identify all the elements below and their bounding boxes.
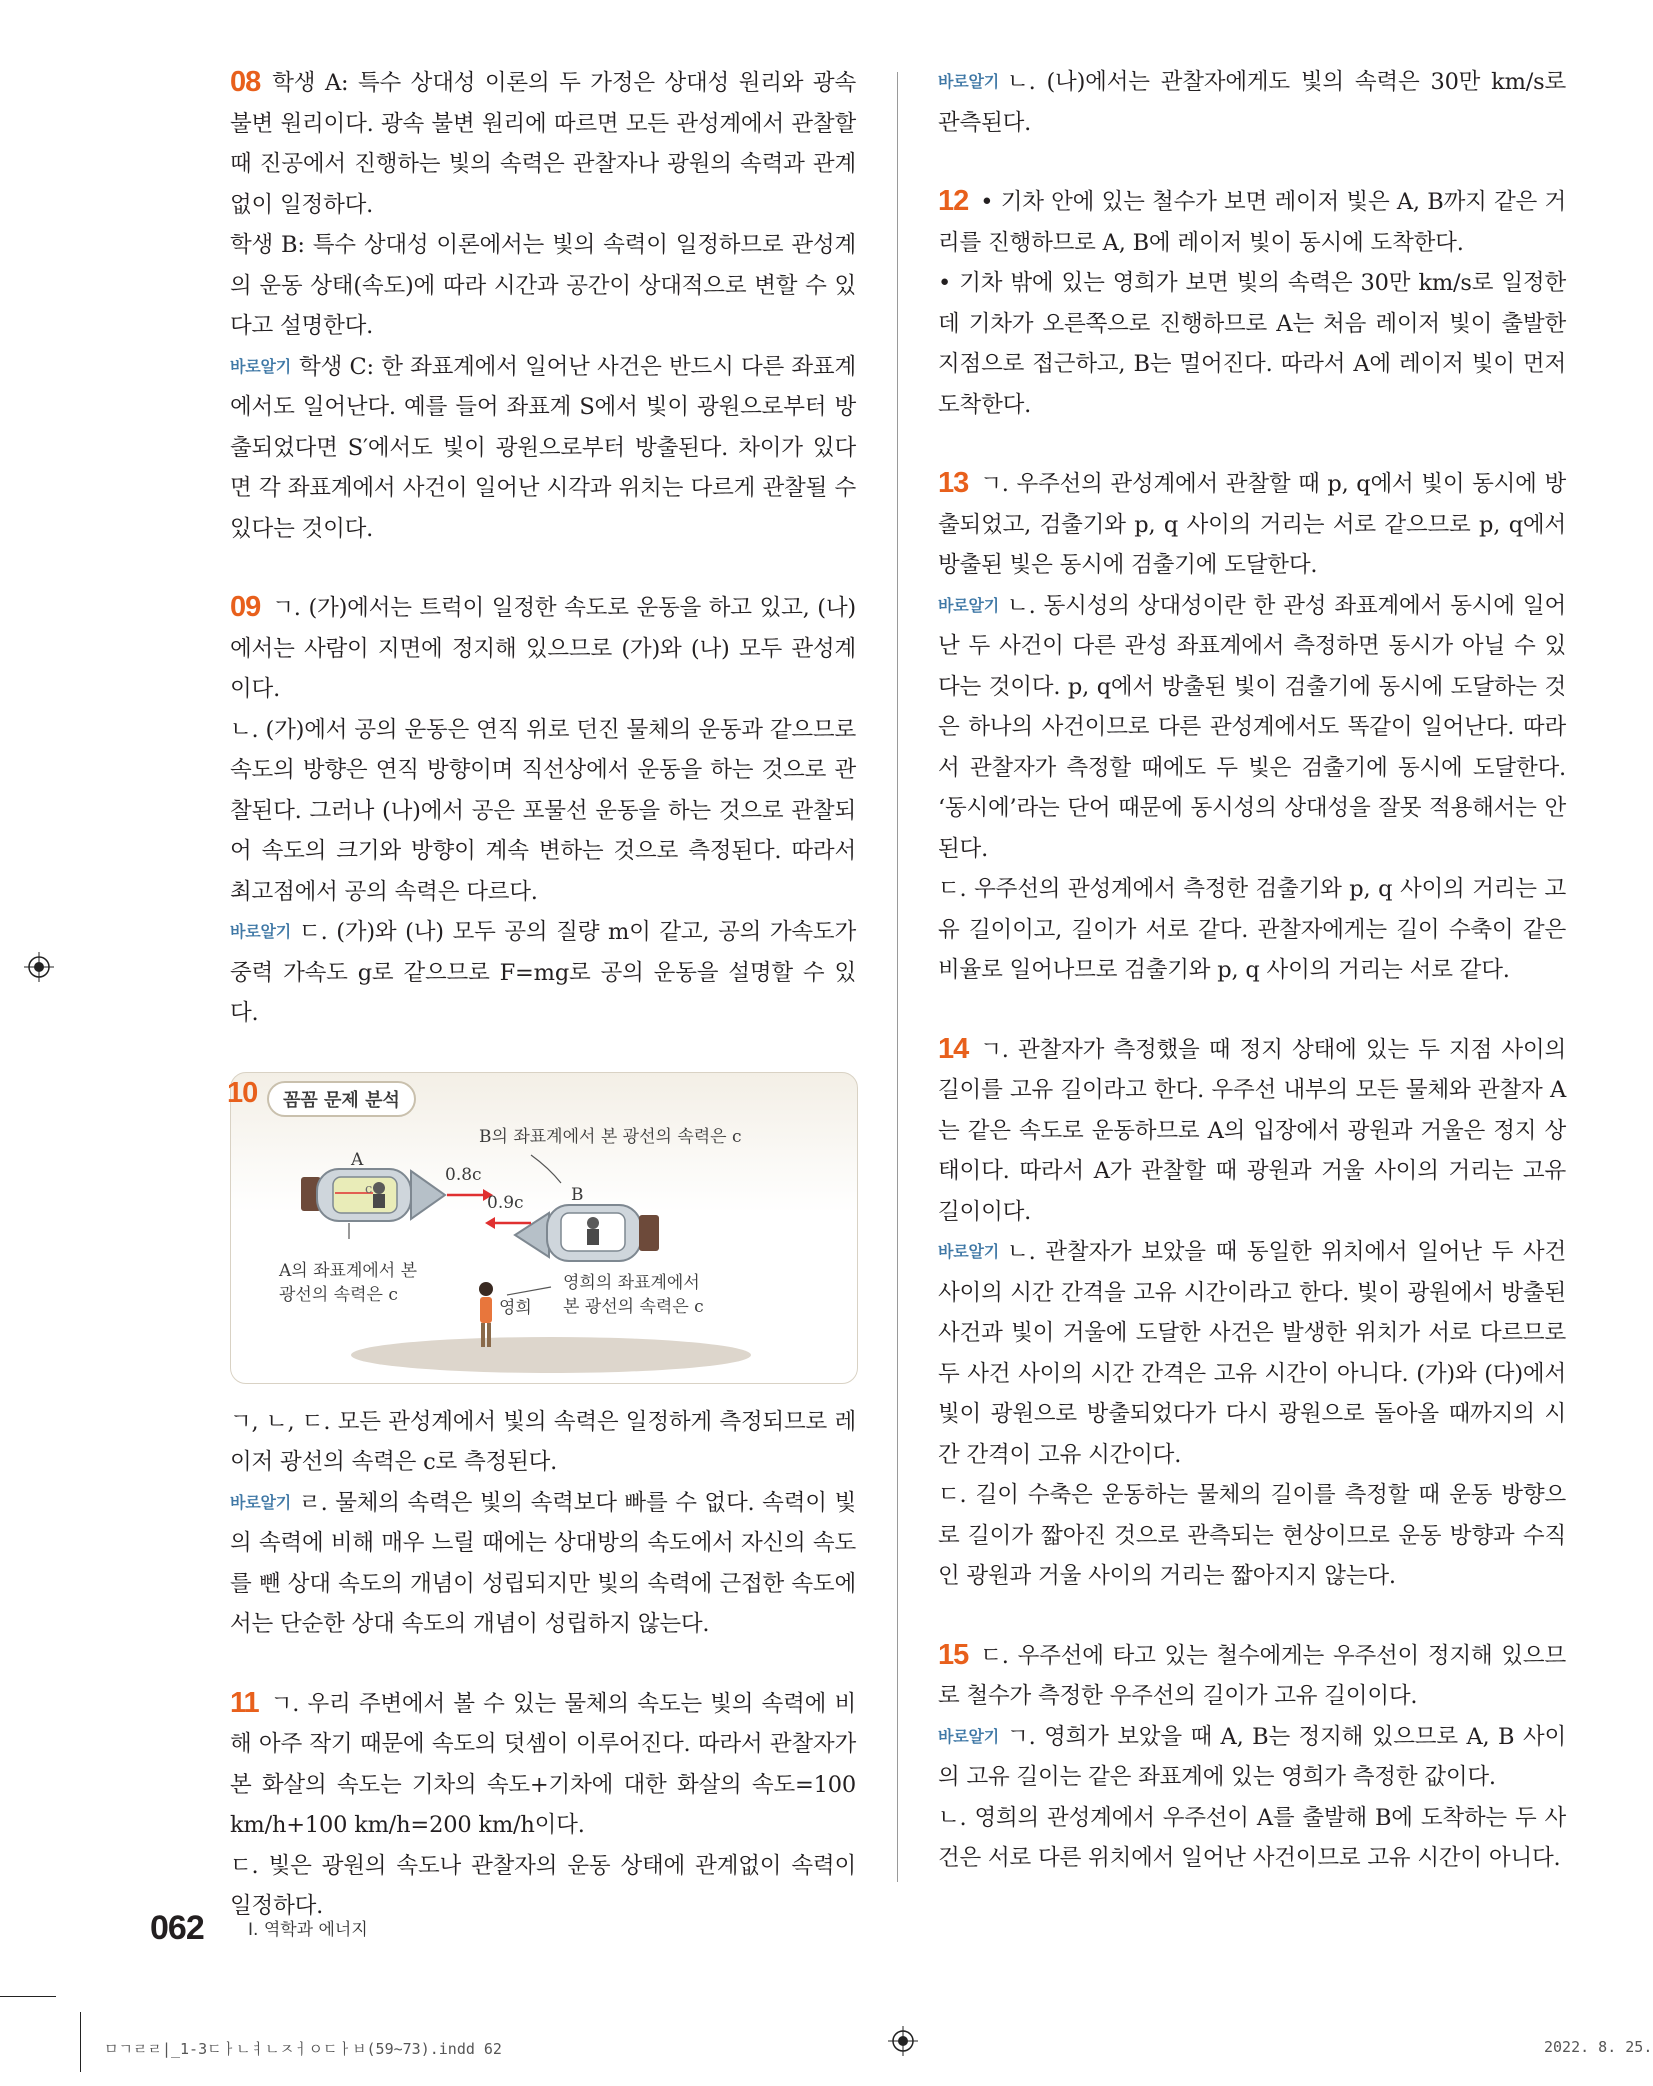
c-label: c	[365, 1181, 373, 1197]
registration-mark-icon	[888, 2026, 918, 2056]
y-frame-label-1: 영희의 좌표계에서	[563, 1272, 700, 1293]
answer-08	[230, 62, 856, 549]
page-number: 062	[150, 1909, 204, 1947]
answer-12-p2: • 기차 밖에 있는 영희가 보면 빛의 속력은 30만 km/s로 일정한데 기차가 오른쪽으로 진행하므로 A는 처음 레이저 빛이 출발한 지점으로 접근하고, B는 멀어진다. 따라서 A에 레이저 빛이 먼저 도착한다.	[938, 270, 1566, 418]
baroalgi-tag: 바로알기	[938, 1726, 1000, 1746]
answer-08-p1: 08 학생 A: 특수 상대성 이론의 두 가정은 상대성 원리와 광속 불변 원리이다. 광속 불변 원리에 따르면 모든 관성계에서 관찰할 때 진공에서 진행하는 빛의 속력은 관찰자나 광원의 속력과 관계없이 일정하다.	[230, 62, 856, 225]
answer-13	[938, 463, 1566, 991]
question-number: 10	[227, 1076, 258, 1109]
y-frame-label-2: 본 광선의 속력은 c	[563, 1296, 704, 1317]
person-label: 영희	[499, 1297, 532, 1318]
answer-14-p1: 14 ㄱ. 관찰자가 측정했을 때 정지 상태에 있는 두 지점 사이의 길이를 고유 길이라고 한다. 우주선 내부의 모든 물체와 관찰자 A는 같은 속도로 운동하므로 A의 입장에서 광원과 거울은 정지 상태이다. 따라서 A가 관찰할 때 광원과 거울 사이의 거리는 고유 길이이다.	[938, 1029, 1566, 1233]
answer-14-p3: ㄷ. 길이 수축은 운동하는 물체의 길이를 측정할 때 운동 방향으로 길이가 짧아진 것으로 관측되는 현상이므로 운동 방향과 수직인 광원과 거울 사이의 거리는 짧아지지 않는다.	[938, 1482, 1566, 1589]
b-frame-label: B의 좌표계에서 본 광선의 속력은 c	[479, 1126, 742, 1147]
baroalgi-tag: 바로알기	[938, 1242, 1000, 1261]
speed-a: 0.8c	[445, 1164, 482, 1185]
answer-13-p1: 13 ㄱ. 우주선의 관성계에서 관찰할 때 p, q에서 빛이 동시에 방출되었고, 검출기와 p, q 사이의 거리는 서로 같으므로 p, q에서 방출된 빛은 동시에 검출기에 도달한다.	[938, 463, 1566, 586]
answer-15	[938, 1635, 1566, 1879]
answer-09-p2: ㄴ. (가)에서 공의 운동은 연직 위로 던진 물체의 운동과 같으므로 속도의 방향은 연직 방향이며 직선상에서 운동을 하는 것으로 관찰된다. 그러나 (나)에서 공은 포물선 운동을 하는 것으로 관찰되어 속도의 크기와 방향이 계속 변하는 것으로 측정된다. 따라서 최고점에서 공의 속력은 다르다.	[230, 716, 856, 905]
print-date: 2022. 8. 25.	[1544, 2038, 1653, 2056]
question-number: 09	[230, 591, 261, 623]
speed-b: 0.9c	[487, 1192, 524, 1213]
chapter-title: I. 역학과 에너지	[248, 1920, 368, 1940]
crop-mark	[0, 1996, 56, 1997]
baroalgi-tag: 바로알기	[938, 595, 1000, 615]
file-slug: ㅁㄱㄹㄹ|_1-3ㄷㅏㄴㅕㄴㅈㅓㅇㄷㅏㅂ(59~73).indd 62	[104, 2040, 502, 2058]
baroalgi-tag: 바로알기	[938, 72, 1000, 91]
baroalgi-tag: 바로알기	[230, 922, 292, 941]
answer-15-p1: 15 ㄷ. 우주선에 타고 있는 철수에게는 우주선이 정지해 있으므로 철수가 측정한 우주선의 길이가 고유 길이이다.	[938, 1635, 1566, 1717]
spaceship-a	[301, 1169, 445, 1221]
right-column	[938, 62, 1566, 1917]
arrow-left-icon	[485, 1217, 495, 1229]
figure-badge: 꼼꼼 문제 분석	[267, 1081, 416, 1117]
left-column	[227, 62, 856, 1965]
answer-11-p1: 11 ㄱ. 우리 주변에서 볼 수 있는 물체의 속도는 빛의 속력에 비해 아주 작기 때문에 속도의 덧셈이 이루어진다. 따라서 관찰자가 본 화살의 속도는 기차의 속도+기차에 대한 화살의 속도=100 km/h+100 km/h=200 km/h이다.	[230, 1683, 856, 1846]
answer-15-p2: 바로알기 ㄱ. 영희가 보았을 때 A, B는 정지해 있으므로 A, B 사이의 고유 길이는 같은 좌표계에 있는 영희가 측정한 값이다.	[938, 1723, 1566, 1790]
question-number: 08	[230, 66, 261, 98]
ground-shadow	[351, 1337, 751, 1373]
answer-13-p3: ㄷ. 우주선의 관성계에서 측정한 검출기와 p, q 사이의 거리는 고유 길이이고, 길이가 서로 같다. 관찰자에게는 길이 수축이 같은 비율로 일어나므로 검출기와 p, q 사이의 거리는 서로 같다.	[938, 876, 1566, 983]
spaceship-diagram	[231, 1073, 857, 1383]
a-label: A	[351, 1149, 364, 1170]
a-frame-label-1: A의 좌표계에서 본	[279, 1260, 418, 1281]
answer-12	[938, 181, 1566, 425]
answer-15-p3: ㄴ. 영희의 관성계에서 우주선이 A를 출발해 B에 도착하는 두 사건은 서로 다른 위치에서 일어난 사건이므로 고유 시간이 아니다.	[938, 1804, 1566, 1871]
person-icon	[479, 1282, 493, 1347]
analysis-figure	[227, 1072, 858, 1384]
answer-10-p2: 바로알기 ㄹ. 물체의 속력은 빛의 속력보다 빠를 수 없다. 속력이 빛의 속력에 비해 매우 느릴 때에는 상대방의 속도에서 자신의 속도를 뺀 상대 속도의 개념이 성립되지만 빛의 속력에 근접한 속도에서는 단순한 상대 속도의 개념이 성립하지 않는다.	[230, 1489, 856, 1637]
crop-mark	[80, 2012, 81, 2072]
answer-12-p1: 12 • 기차 안에 있는 철수가 보면 레이저 빛은 A, B까지 같은 거리를 진행하므로 A, B에 레이저 빛이 동시에 도착한다.	[938, 181, 1566, 263]
answer-08-p2: 학생 B: 특수 상대성 이론에서는 빛의 속력이 일정하므로 관성계의 운동 상태(속도)에 따라 시간과 공간이 상대적으로 변할 수 있다고 설명한다.	[230, 232, 856, 339]
answer-09-p1: 09 ㄱ. (가)에서는 트럭이 일정한 속도로 운동을 하고 있고, (나)에서는 사람이 지면에 정지해 있으므로 (가)와 (나) 모두 관성계이다.	[230, 587, 856, 710]
question-number: 14	[938, 1032, 969, 1065]
column-divider	[897, 72, 898, 1882]
a-frame-label-2: 광선의 속력은 c	[279, 1284, 398, 1305]
b-label: B	[571, 1184, 584, 1205]
answer-09-p3: 바로알기 ㄷ. (가)와 (나) 모두 공의 질량 m이 같고, 공의 가속도가 중력 가속도 g로 같으므로 F=mg로 공의 운동을 설명할 수 있다.	[230, 919, 856, 1026]
answer-11-p2: ㄷ. 빛은 광원의 속도나 관찰자의 운동 상태에 관계없이 속력이 일정하다.	[230, 1852, 856, 1919]
answer-14	[938, 1029, 1566, 1597]
answer-13-p2: 바로알기 ㄴ. 동시성의 상대성이란 한 관성 좌표계에서 동시에 일어난 두 사건이 다른 관성 좌표계에서 측정하면 동시가 아닐 수 있다는 것이다. p, q에서 방출된 빛이 검출기에 동시에 도달하는 것은 하나의 사건이므로 다른 관성계에서도 똑같이 일어난다. 따라서 관찰자가 측정할 때에도 두 빛은 검출기에 동시에 도달한다. ‘동시에’라는 단어 때문에 동시성의 상대성을 잘못 적용해서는 안 된다.	[938, 592, 1566, 862]
answer-10	[227, 1072, 856, 1645]
baroalgi-tag: 바로알기	[230, 1492, 292, 1512]
answer-10-p1: ㄱ, ㄴ, ㄷ. 모든 관성계에서 빛의 속력은 일정하게 측정되므로 레이저 광선의 속력은 c로 측정된다.	[230, 1408, 856, 1475]
answer-11	[230, 1683, 856, 1927]
question-number: 11	[230, 1686, 259, 1719]
answer-11-p3: 바로알기 ㄴ. (나)에서는 관찰자에게도 빛의 속력은 30만 km/s로 관측된다.	[938, 69, 1566, 136]
answer-11-continued	[938, 62, 1566, 143]
answer-08-p3: 바로알기 학생 C: 한 좌표계에서 일어난 사건은 반드시 다른 좌표계에서도 일어난다. 예를 들어 좌표계 S에서 빛이 광원으로부터 방출되었다면 S′에서도 빛이 광원으로부터 방출된다. 차이가 있다면 각 좌표계에서 사건이 일어난 시각과 위치는 다르게 관찰될 수 있다는 것이다.	[230, 353, 856, 542]
spaceship-b	[515, 1205, 659, 1261]
question-number: 13	[938, 467, 969, 499]
answer-09	[230, 587, 856, 1034]
question-number: 12	[938, 185, 969, 217]
question-number: 15	[938, 1638, 969, 1671]
answer-14-p2: 바로알기 ㄴ. 관찰자가 보았을 때 동일한 위치에서 일어난 두 사건 사이의 시간 간격을 고유 시간이라고 한다. 빛이 광원에서 방출된 사건과 빛이 거울에 도달한 사건은 발생한 위치가 서로 다르므로 두 사건 사이의 시간 간격은 고유 시간이 아니다. (가)와 (다)에서 빛이 광원으로 방출되었다가 다시 광원으로 돌아올 때까지의 시간 간격이 고유 시간이다.	[938, 1239, 1566, 1468]
registration-mark-icon	[24, 952, 54, 982]
baroalgi-tag: 바로알기	[230, 356, 292, 376]
